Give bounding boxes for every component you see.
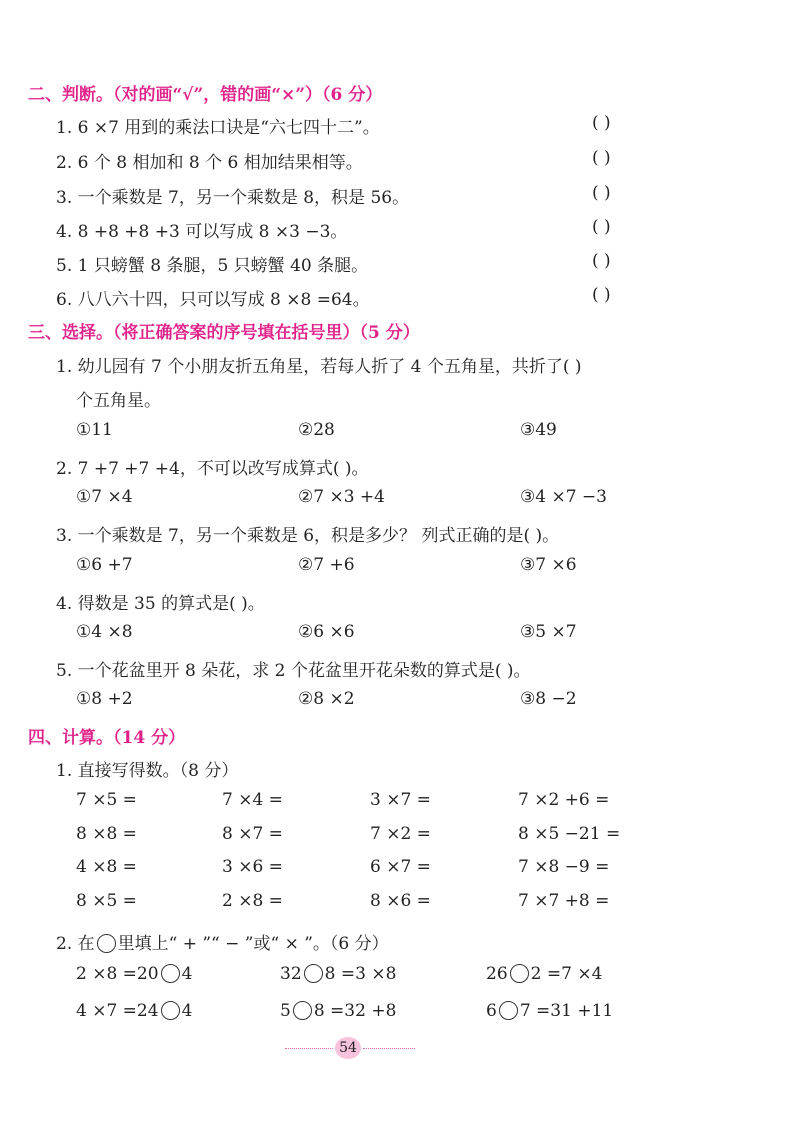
calc-sub2-title-a: 2. 在 xyxy=(56,934,95,954)
section-4-title: 四、计算。（14 分） xyxy=(28,728,186,748)
judge-answer-2[interactable]: ( ) xyxy=(592,148,611,168)
choice-q3-option-1[interactable]: ①6 +7 xyxy=(76,555,133,575)
section-2-title: 二、判断。（对的画“√”，错的画“×”）（6 分） xyxy=(28,85,383,105)
operator-item-left: 6 xyxy=(486,1001,497,1021)
operator-item-right: 2 =7 ×4 xyxy=(530,964,603,984)
operator-item-left: 2 ×8 =20 xyxy=(76,964,159,984)
calc-cell: 7 ×2 = xyxy=(370,824,431,844)
operator-item-right: 4 xyxy=(181,964,193,984)
calc-cell: 7 ×8 −9 = xyxy=(518,857,610,877)
choice-q4-option-2[interactable]: ②6 ×6 xyxy=(298,622,355,642)
choice-q3: 3. 一个乘数是 7，另一个乘数是 6，积是多少？ 列式正确的是( )。 xyxy=(56,526,560,546)
judge-answer-1[interactable]: ( ) xyxy=(592,113,611,133)
calc-cell: 8 ×6 = xyxy=(370,891,431,911)
choice-q2-option-2[interactable]: ②7 ×3 +4 xyxy=(298,487,385,507)
choice-q2-option-1[interactable]: ①7 ×4 xyxy=(76,487,133,507)
judge-answer-5[interactable]: ( ) xyxy=(592,251,611,271)
judge-item-6: 6. 八八六十四，只可以写成 8 ×8 =64。 xyxy=(56,290,370,310)
operator-item-left: 26 xyxy=(486,964,508,984)
choice-q5-option-1[interactable]: ①8 +2 xyxy=(76,689,133,709)
judge-item-5: 5. 1 只螃蟹 8 条腿，5 只螃蟹 40 条腿。 xyxy=(56,256,369,276)
calc-sub2-title-b: 里填上“ + ”“ − ”或“ × ”。（6 分） xyxy=(117,934,389,954)
operator-item-right: 7 =31 +11 xyxy=(519,1001,614,1021)
choice-q5-option-3[interactable]: ③8 −2 xyxy=(520,689,577,709)
calc-cell: 6 ×7 = xyxy=(370,857,431,877)
operator-item-6 xyxy=(486,1001,613,1021)
choice-q4-option-3[interactable]: ③5 ×7 xyxy=(520,622,577,642)
choice-q1-line2: 个五角星。 xyxy=(76,391,161,411)
judge-answer-3[interactable]: ( ) xyxy=(592,183,611,203)
judge-answer-4[interactable]: ( ) xyxy=(592,217,611,237)
section-3-title: 三、选择。（将正确答案的序号填在括号里）（5 分） xyxy=(28,323,420,343)
calc-cell: 8 ×5 = xyxy=(76,891,137,911)
operator-item-right: 8 =3 ×8 xyxy=(324,964,397,984)
operator-item-right: 8 =32 +8 xyxy=(313,1001,397,1021)
blank-circle-icon xyxy=(97,934,116,953)
choice-q1-option-2[interactable]: ②28 xyxy=(298,420,335,440)
choice-q1-option-3[interactable]: ③49 xyxy=(520,420,557,440)
operator-blank-circle[interactable] xyxy=(161,1001,180,1020)
operator-item-left: 4 ×7 =24 xyxy=(76,1001,159,1021)
operator-item-left: 5 xyxy=(280,1001,291,1021)
operator-blank-circle[interactable] xyxy=(161,964,180,983)
judge-answer-6[interactable]: ( ) xyxy=(592,285,611,305)
calc-cell: 4 ×8 = xyxy=(76,857,137,877)
operator-item-left: 32 xyxy=(280,964,302,984)
calc-sub1-title: 1. 直接写得数。（8 分） xyxy=(56,761,239,781)
calc-sub2-title xyxy=(56,929,389,954)
operator-blank-circle[interactable] xyxy=(499,1001,518,1020)
choice-q5: 5. 一个花盆里开 8 朵花，求 2 个花盆里开花朵数的算式是( )。 xyxy=(56,661,531,681)
calc-cell: 7 ×5 = xyxy=(76,790,137,810)
footer-divider-right xyxy=(363,1048,415,1049)
operator-item-1 xyxy=(76,964,192,984)
judge-item-1: 1. 6 ×7 用到的乘法口诀是“六七四十二”。 xyxy=(56,118,380,138)
calc-cell: 2 ×8 = xyxy=(222,891,283,911)
choice-q2: 2. 7 +7 +7 +4，不可以改写成算式( )。 xyxy=(56,459,369,479)
judge-item-3: 3. 一个乘数是 7，另一个乘数是 8，积是 56。 xyxy=(56,188,410,208)
choice-q1-line1: 1. 幼儿园有 7 个小朋友折五角星，若每人折了 4 个五角星，共折了( ) xyxy=(56,357,582,377)
calc-cell: 8 ×7 = xyxy=(222,824,283,844)
operator-blank-circle[interactable] xyxy=(293,1001,312,1020)
choice-q5-option-2[interactable]: ②8 ×2 xyxy=(298,689,355,709)
operator-item-right: 4 xyxy=(181,1001,193,1021)
choice-q2-option-3[interactable]: ③4 ×7 −3 xyxy=(520,487,607,507)
calc-cell: 7 ×4 = xyxy=(222,790,283,810)
choice-q4-option-1[interactable]: ①4 ×8 xyxy=(76,622,133,642)
judge-item-2: 2. 6 个 8 相加和 8 个 6 相加结果相等。 xyxy=(56,153,363,173)
page-number: 54 xyxy=(335,1037,361,1059)
operator-blank-circle[interactable] xyxy=(510,964,529,983)
calc-cell: 3 ×7 = xyxy=(370,790,431,810)
choice-q3-option-3[interactable]: ③7 ×6 xyxy=(520,555,577,575)
choice-q4: 4. 得数是 35 的算式是( )。 xyxy=(56,594,265,614)
judge-item-4: 4. 8 +8 +8 +3 可以写成 8 ×3 −3。 xyxy=(56,222,348,242)
calc-cell: 7 ×7 +8 = xyxy=(518,891,610,911)
footer-divider-left xyxy=(285,1048,333,1049)
operator-item-5 xyxy=(280,1001,396,1021)
calc-cell: 8 ×5 −21 = xyxy=(518,824,621,844)
choice-q1-option-1[interactable]: ①11 xyxy=(76,420,113,440)
operator-item-3 xyxy=(486,964,602,984)
calc-cell: 3 ×6 = xyxy=(222,857,283,877)
operator-blank-circle[interactable] xyxy=(304,964,323,983)
operator-item-2 xyxy=(280,964,396,984)
calc-cell: 7 ×2 +6 = xyxy=(518,790,610,810)
operator-item-4 xyxy=(76,1001,192,1021)
calc-cell: 8 ×8 = xyxy=(76,824,137,844)
choice-q3-option-2[interactable]: ②7 +6 xyxy=(298,555,355,575)
